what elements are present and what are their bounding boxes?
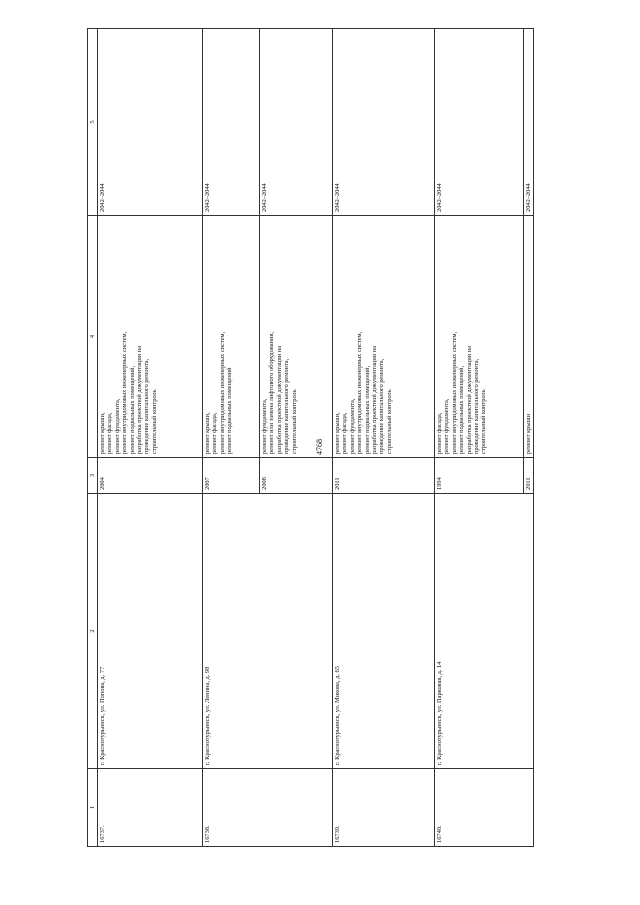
work-item: строительный контроль [150,389,158,454]
repair-schedule-table [87,28,534,847]
header-col-1: 1 [88,769,98,847]
work-item: ремонт или замена лифтового оборудования, [268,331,276,454]
year-cell: 2011 [333,458,435,494]
work-item: ремонт крыши, [204,412,211,454]
works-cell [98,216,203,458]
header-col-3: 3 [88,458,98,494]
table-row [98,29,203,847]
period-cell: 2042–2044 [203,29,260,216]
works-cell [260,216,333,458]
work-item: ремонт крыши [525,413,532,454]
work-item: строительный контроль [385,389,393,454]
work-item: ремонт фасада, [106,412,114,454]
table-container [87,29,530,847]
year-cell: 1994 [435,458,524,494]
work-item: проведение капитального ремонта, [378,358,386,454]
header-col-5: 5 [88,29,98,216]
table-header-row [88,29,98,847]
work-item: разработка проектной документации на [275,345,283,454]
period-cell: 2042–2044 [98,29,203,216]
period-cell: 2042–2044 [260,29,333,216]
work-item: разработка проектной документации на [136,345,144,454]
work-item: ремонт подвальных помещений [226,367,234,454]
works-cell [333,216,435,458]
year-cell: 2008 [260,458,333,494]
work-item: ремонт фундамента, [261,398,268,454]
work-item: ремонт фундамента, [348,398,356,454]
header-col-4: 4 [88,216,98,458]
row-number: 16740. [435,769,534,847]
works-cell [435,216,524,458]
work-item: ремонт фундамента, [113,398,121,454]
table-row [203,29,260,847]
work-item: ремонт подвальных помещений, [128,365,136,454]
header-col-2: 2 [88,494,98,769]
year-cell: 2007 [203,458,260,494]
page-number: 4768 [315,439,324,455]
row-number: 16739. [333,769,435,847]
work-item: ремонт фундамента, [443,398,451,454]
work-item: ремонт внутридомовых инженерных систем, [450,331,458,454]
period-cell: 2042–2044 [333,29,435,216]
work-item: разработка проектной документации на [371,345,379,454]
period-cell: 2042–2044 [435,29,524,216]
row-number: 16738. [203,769,333,847]
year-cell: 2004 [98,458,203,494]
work-item: проведение капитального ремонта, [143,358,151,454]
work-item: строительный контроль [480,389,488,454]
work-item: ремонт внутридомовых инженерных систем, [356,331,364,454]
work-item: ремонт подвальных помещений, [458,365,466,454]
row-number: 16737. [98,769,203,847]
table-row [435,29,524,847]
work-item: разработка проектной документации на [465,345,473,454]
address-cell: г. Краснотурьинск, ул. Микова, д. 65 [333,494,435,769]
work-item: ремонт фасада, [341,412,349,454]
work-item: ремонт подвальных помещений, [363,365,371,454]
table-row [333,29,435,847]
work-item: проведение капитального ремонта, [283,358,291,454]
works-cell [203,216,260,458]
address-cell: г. Краснотурьинск, ул. Парковая, д. 14 [435,494,534,769]
work-item: строительный контроль [290,389,298,454]
address-cell: г. Краснотурьинск, ул. Ленина, д. 98 [203,494,333,769]
work-item: проведение капитального ремонта, [473,358,481,454]
address-cell: г. Краснотурьинск, ул. Попова, д. 77 [98,494,203,769]
work-item: ремонт фасада, [211,412,219,454]
work-item: ремонт внутридомовых инженерных систем, [121,331,129,454]
period-cell: 2042–2044 [524,29,534,216]
work-item: ремонт фасада, [436,412,443,454]
work-item: ремонт внутридомовых инженерных систем, [218,331,226,454]
work-item: ремонт крыши, [334,412,341,454]
works-cell [524,216,534,458]
work-item: ремонт крыши, [99,412,106,454]
year-cell: 2011 [524,458,534,494]
